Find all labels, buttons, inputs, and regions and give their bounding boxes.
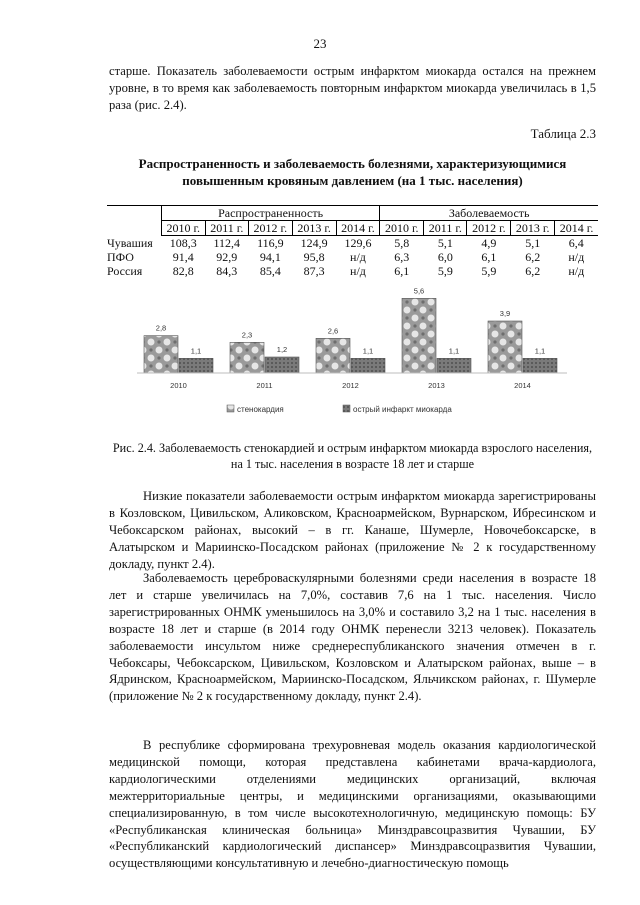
value-cell: 112,4 xyxy=(213,236,241,250)
mi-bar xyxy=(179,358,213,373)
data-label: 5,6 xyxy=(413,286,425,296)
value-cell: 92,9 xyxy=(216,250,238,264)
data-label: 2,3 xyxy=(241,330,253,340)
value-cell: 6,2 xyxy=(525,250,541,264)
year-header: 2011 г. xyxy=(424,221,467,236)
mi-bar xyxy=(265,357,299,373)
x-tick-label: 2013 xyxy=(428,381,445,390)
angina-bar xyxy=(316,338,350,373)
year-header: 2014 г. xyxy=(336,221,380,236)
data-label: 1,1 xyxy=(534,346,546,356)
x-tick-label: 2014 xyxy=(514,381,531,390)
value-cell: 6,1 xyxy=(481,250,497,264)
table-row xyxy=(107,236,598,251)
intro-paragraph: старше. Показатель заболеваемости острым инфарктом миокарда остался на прежнем уровне, в то время как заболеваемость повторным инфарктом миокарда увеличилась в 1,5 раза (рис. 2.4). xyxy=(109,64,596,112)
group-header-prevalence: Распространенность xyxy=(161,206,380,221)
table-title: Распространенность и заболеваемость болезнями, характеризующимися повышенным кровяным давлением (на 1 тыс. населения) xyxy=(138,156,567,188)
year-header: 2012 г. xyxy=(248,221,292,236)
value-cell: н/д xyxy=(350,250,366,264)
angina-bar xyxy=(144,336,178,373)
table-label: Таблица 2.3 xyxy=(530,126,596,141)
year-header: 2012 г. xyxy=(467,221,511,236)
year-header: 2013 г. xyxy=(292,221,336,236)
value-cell: 5,9 xyxy=(481,264,497,278)
mi-bar xyxy=(351,358,385,373)
angina-bar xyxy=(402,298,436,373)
value-cell: 84,3 xyxy=(216,264,238,278)
mi-bar xyxy=(523,358,557,373)
value-cell: 5,1 xyxy=(525,236,541,250)
table-corner xyxy=(107,206,161,221)
value-cell: 87,3 xyxy=(303,264,325,278)
statistics-table xyxy=(107,205,598,278)
value-cell: 95,8 xyxy=(303,250,325,264)
data-label: 3,9 xyxy=(499,309,511,318)
value-cell: 5,9 xyxy=(437,264,453,278)
group-header-incidence: Заболеваемость xyxy=(380,206,598,221)
data-label: 1,1 xyxy=(362,346,374,356)
value-cell: 129,6 xyxy=(344,236,372,250)
year-header: 2010 г. xyxy=(380,221,424,236)
table-row xyxy=(107,264,598,278)
table-row xyxy=(107,250,598,264)
legend-swatch xyxy=(227,405,234,412)
value-cell: 5,1 xyxy=(437,236,453,250)
value-cell: 82,8 xyxy=(172,264,194,278)
legend-label: стенокардия xyxy=(237,405,284,414)
page-number: 23 xyxy=(313,36,327,51)
incidence-bar-chart xyxy=(107,282,594,432)
region-cell: Россия xyxy=(107,264,143,278)
x-tick-label: 2012 xyxy=(342,381,359,390)
body-paragraph-2: Заболеваемость цереброваскулярными болезнями среди населения в возрасте 18 лет и старше увеличилась на 7,0%, составив 7,6 на 1 тыс. населения. Число зарегистрированных ОНМК уменьшилось на 3,0% и составило 3,2 на 1 тыс. населения в возрасте 18 лет и старше (в 2014 году ОНМК перенесли 3213 человек). Показатель заболеваемости инсультом ниже среднереспубликанского значения отмечен в г. Чебоксары, Чебоксарском, Цивильском, Козловском и Алатырском районах, выше – в Ядринском, Красноармейском, Мариинско-Посадском, Яльчикском районах, г. Шумерле (приложение № 2 к государственному докладу, пункт 2.4). xyxy=(109,571,596,704)
value-cell: 116,9 xyxy=(257,236,284,250)
value-cell: н/д xyxy=(568,250,585,264)
region-cell: ПФО xyxy=(107,250,134,264)
region-cell: Чувашия xyxy=(107,235,153,250)
legend-swatch xyxy=(343,405,350,412)
mi-bar xyxy=(437,358,471,373)
data-label: 1,1 xyxy=(190,346,202,356)
value-cell: н/д xyxy=(350,264,366,278)
value-cell: н/д xyxy=(568,264,585,278)
value-cell: 6,3 xyxy=(394,250,410,264)
value-cell: 94,1 xyxy=(259,250,281,264)
value-cell: 6,2 xyxy=(525,264,541,278)
table-corner-year xyxy=(107,221,161,236)
value-cell: 6,0 xyxy=(437,250,453,264)
angina-bar xyxy=(488,321,522,373)
legend-label: острый инфаркт миокарда xyxy=(353,405,452,414)
value-cell: 85,4 xyxy=(259,264,281,278)
x-tick-label: 2011 xyxy=(256,381,273,390)
data-label: 1,1 xyxy=(448,346,460,356)
data-label: 2,8 xyxy=(155,323,167,333)
value-cell: 4,9 xyxy=(481,236,497,250)
x-tick-label: 2010 xyxy=(170,381,187,390)
body-paragraph-3: В республике сформирована трехуровневая модель оказания кардиологической медицинской помощи, которая представлена кабинетами врача-кардиолога, кардиологическими отделениями медицинских организаций, включая межтерриториальные центры, и медицинскими организациями, оказывающими специализированную, в том числе высокотехнологичную, медицинскую помощь: БУ «Республиканская клиническая больница» Минздравсоцразвития Чувашии, БУ «Республиканский кардиологический диспансер» Минздравсоцразвития Чувашии, осуществляющими консультативную и лечебно-диагностическую помощь xyxy=(109,738,596,871)
year-header: 2013 г. xyxy=(511,221,555,236)
value-cell: 124,9 xyxy=(300,236,328,250)
body-paragraph-1: Низкие показатели заболеваемости острым инфарктом миокарда зарегистрированы в Козловском, Цивильском, Аликовском, Красноармейском, Вурнарском, Ибресинском и Чебоксарском районах, высокий – в гг. Канаше, Шумерле, Новочебоксарске, в Алатырском и Мариинско-Посадском районах (приложение № 2 к государственному докладу, пункт 2.4). xyxy=(109,489,596,571)
value-cell: 6,1 xyxy=(394,264,410,278)
angina-bar xyxy=(230,342,264,373)
value-cell: 108,3 xyxy=(169,236,197,250)
figure-caption: Рис. 2.4. Заболеваемость стенокардией и острым инфарктом миокарда взрослого населения, на 1 тыс. населения в возрасте 18 лет и старше xyxy=(112,441,593,471)
data-label: 2,6 xyxy=(327,326,339,336)
data-label: 1,2 xyxy=(276,345,288,354)
value-cell: 6,4 xyxy=(568,236,584,250)
year-header: 2014 г. xyxy=(555,221,598,236)
value-cell: 5,8 xyxy=(394,236,410,250)
year-header: 2011 г. xyxy=(205,221,248,236)
value-cell: 91,4 xyxy=(172,250,194,264)
year-header: 2010 г. xyxy=(161,221,205,236)
